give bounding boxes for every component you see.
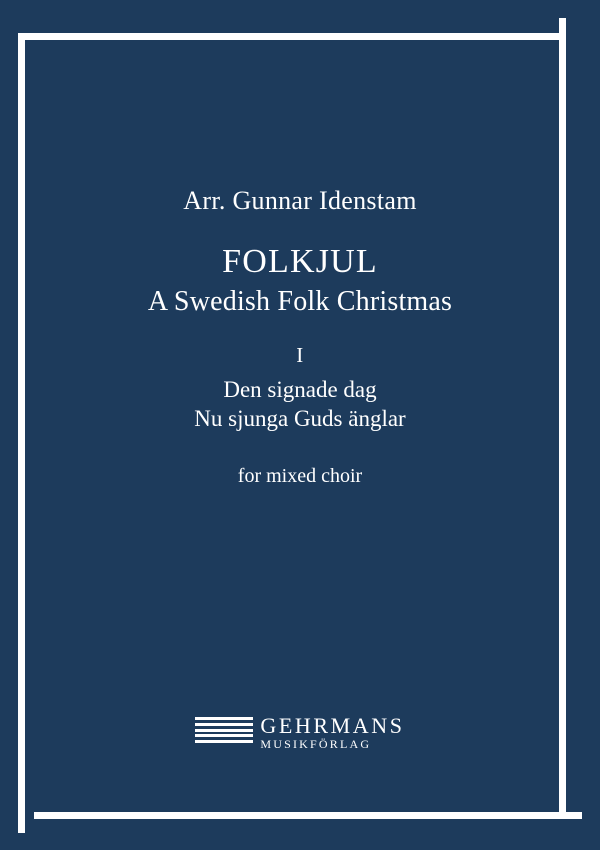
scoring-note: for mixed choir xyxy=(237,465,363,487)
page-subtitle: A Swedish Folk Christmas xyxy=(147,286,453,317)
publisher-name: GEHRMANS xyxy=(260,713,405,738)
publisher-tagline: MUSIKFÖRLAG xyxy=(260,737,372,751)
movement-list xyxy=(0,375,600,433)
arranger-credit: Arr. Gunnar Idenstam xyxy=(183,186,417,215)
page-title: FOLKJUL xyxy=(222,243,378,280)
music-staff-icon xyxy=(195,717,253,743)
publisher-logo-text xyxy=(260,714,404,751)
publisher-logo xyxy=(0,714,600,751)
list-item: Nu sjunga Guds änglar xyxy=(194,406,406,431)
list-item: Den signade dag xyxy=(223,377,377,402)
part-number: I xyxy=(296,343,304,367)
